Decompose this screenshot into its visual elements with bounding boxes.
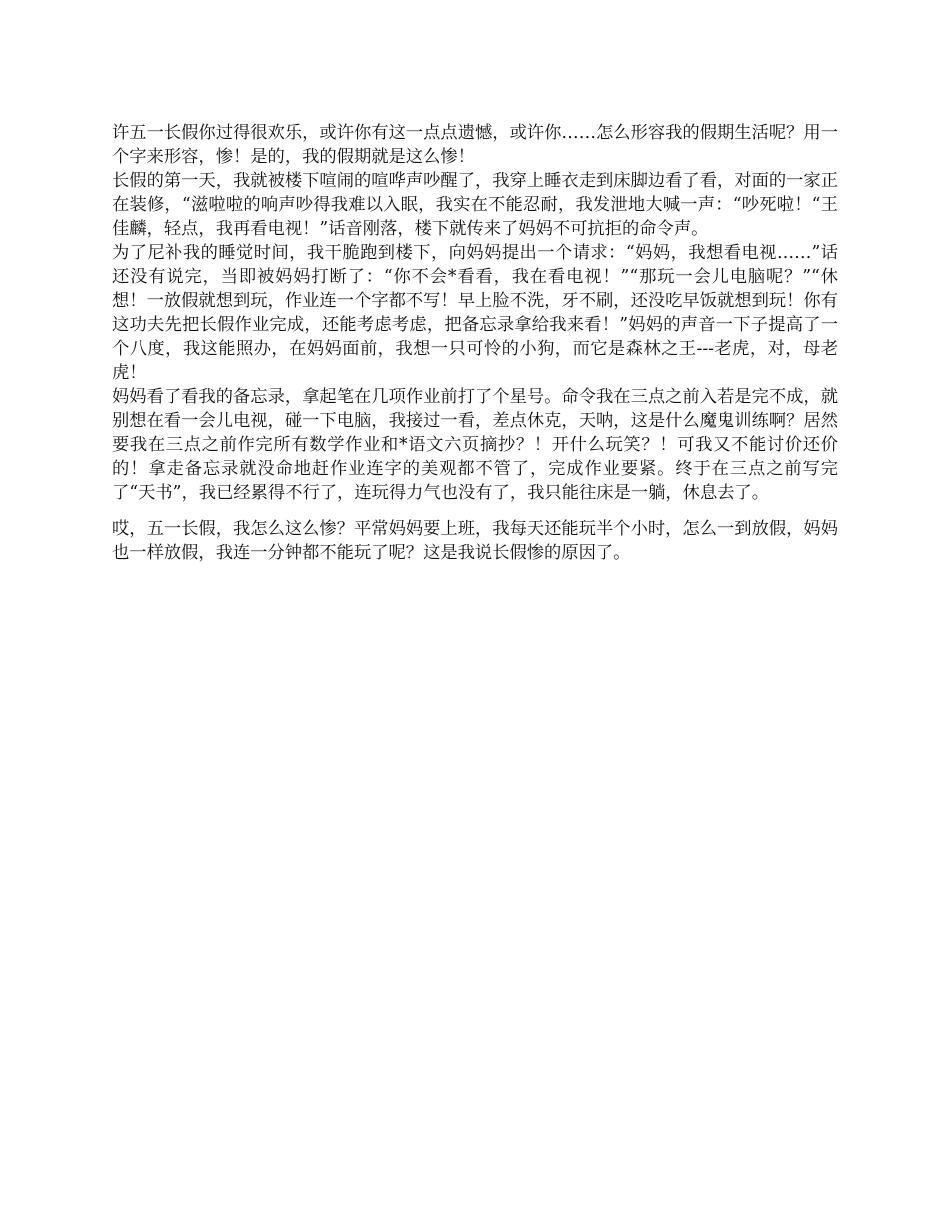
paragraph-4: 妈妈看了看我的备忘录，拿起笔在几项作业前打了个星号。命令我在三点之前入若是完不成，就别想在看一会儿电视，碰一下电脑，我接过一看，差点休克，天呐，这是什么魔鬼训练啊？居然要我在三点之前作完所有数学作业和*语文六页摘抄？！开什么玩笑？！可我又不能讨价还价的！拿走备忘录就没命地赶作业连字的美观都不管了，完成作业要紧。终于在三点之前写完了“天书”，我已经累得不行了，连玩得力气也没有了，我只能往床是一躺，休息去了。	[112, 387, 838, 503]
document-body	[112, 121, 838, 565]
paragraph-3: 为了尼补我的睡觉时间，我干脆跑到楼下，向妈妈提出一个请求：“妈妈，我想看电视……”话还没有说完，当即被妈妈打断了：“你不会*看看，我在看电视！”“那玩一会儿电脑呢？”“休想！一放假就想到玩，作业连一个字都不写！早上脸不洗，牙不刷，还没吃早饭就想到玩！你有这功夫先把长假作业完成，还能考虑考虑，把备忘录拿给我来看！”妈妈的声音一下子提高了一个八度，我这能照办，在妈妈面前，我想一只可怜的小狗，而它是森林之王---老虎，对，母老虎！	[112, 243, 838, 383]
paragraph-1: 许五一长假你过得很欢乐，或许你有这一点点遗憾，或许你……怎么形容我的假期生活呢？用一个字来形容，惨！是的，我的假期就是这么惨！	[112, 123, 838, 167]
paragraph-5: 哎，五一长假，我怎么这么惨？平常妈妈要上班，我每天还能玩半个小时，怎么一到放假，妈妈也一样放假，我连一分钟都不能玩了呢？这是我说长假惨的原因了。	[112, 519, 838, 563]
paragraph-2: 长假的第一天，我就被楼下喧闹的喧哗声吵醒了，我穿上睡衣走到床脚边看了看，对面的一家正在装修，“滋啦啦的响声吵得我难以入眠，我实在不能忍耐，我发泄地大喊一声：“吵死啦！“王佳麟，轻点，我再看电视！”话音刚落，楼下就传来了妈妈不可抗拒的命令声。	[112, 171, 838, 239]
